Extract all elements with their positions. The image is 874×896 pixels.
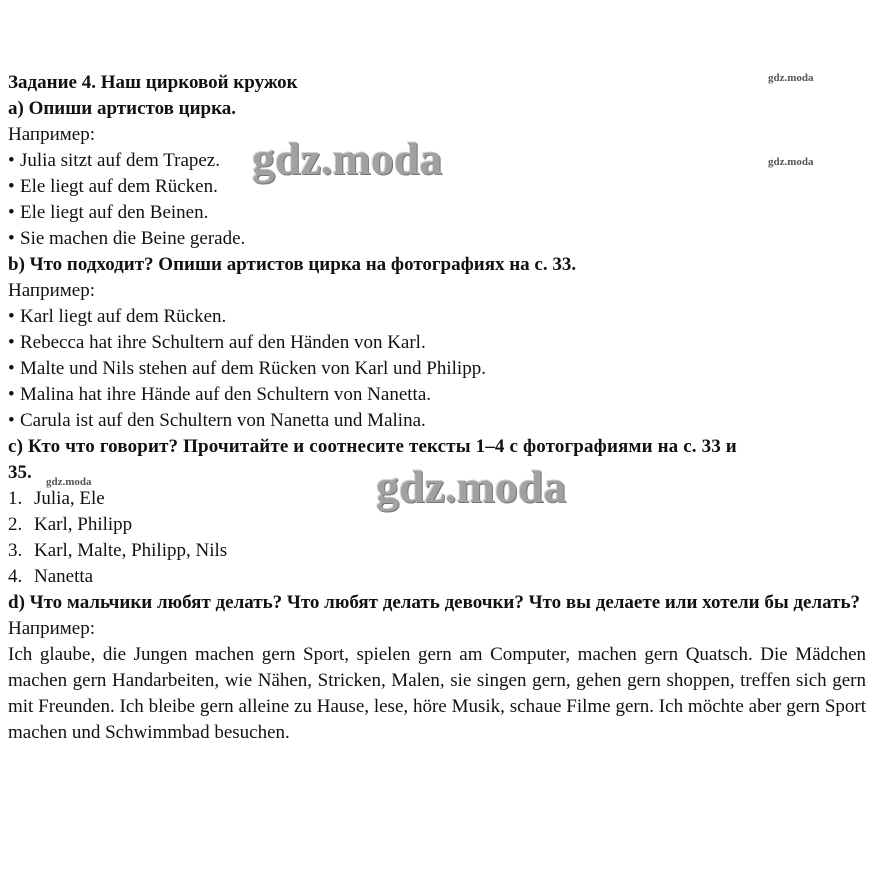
section-a-item: • Ele liegt auf den Beinen. xyxy=(8,200,866,226)
section-b-item: • Carula ist auf den Schultern von Nanetta und Malina. xyxy=(8,408,866,434)
section-d-paragraph: Ich glaube, die Jungen machen gern Sport, spielen gern am Computer, machen gern Quatsch. Die Mädchen machen gern Handarbeiten, wie Nähen, Stricken, Malen, sie singen gern, gehen gern shoppen, treffen sich gern mit Freunden. Ich bleibe gern alleine zu Hause, lese, höre Musik, schaue Filme gern. Ich möchte aber gern Sport machen und Schwimmbad besuchen. xyxy=(8,644,866,743)
section-c-heading-line1: с) Кто что говорит? Прочитайте и соотнесите тексты 1–4 с фотографиями на с. 33 и xyxy=(8,436,737,457)
item-number: 2. xyxy=(8,514,23,535)
section-d-heading: d) Что мальчики любят делать? Что любят делать девочки? Что вы делаете или хотели бы делать? xyxy=(8,592,861,613)
section-a-heading: а) Опиши артистов цирка. xyxy=(8,98,237,119)
section-b-item: • Malina hat ihre Hände auf den Schultern von Nanetta. xyxy=(8,382,866,408)
item-text: Karl, Malte, Philipp, Nils xyxy=(34,540,228,561)
section-b-item: • Malte und Nils stehen auf dem Rücken von Karl und Philipp. xyxy=(8,356,866,382)
watermark-small: gdz.moda xyxy=(768,72,814,84)
item-text: Nanetta xyxy=(34,566,94,587)
section-c-heading-line2: 35. xyxy=(8,462,32,483)
task-title: Задание 4. Наш цирковой кружок xyxy=(8,72,298,93)
section-c-item xyxy=(8,538,866,564)
section-c-item xyxy=(8,512,866,538)
watermark-small: gdz.moda xyxy=(768,156,814,168)
section-d-example-label: Например: xyxy=(8,618,95,639)
section-b-item: • Karl liegt auf dem Rücken. xyxy=(8,304,866,330)
section-a-item: • Sie machen die Beine gerade. xyxy=(8,226,866,252)
section-a-item: • Julia sitzt auf dem Trapez. xyxy=(8,148,866,174)
section-a-item: • Ele liegt auf dem Rücken. xyxy=(8,174,866,200)
item-text: Julia, Ele xyxy=(34,488,105,509)
item-number: 3. xyxy=(8,540,23,561)
item-text: Karl, Philipp xyxy=(34,514,133,535)
section-a-example-label: Например: xyxy=(8,124,95,145)
watermark-large: gdz.moda xyxy=(376,461,567,512)
section-b-example-label: Например: xyxy=(8,280,95,301)
item-number: 1. xyxy=(8,488,23,509)
section-c-item xyxy=(8,564,866,590)
section-b-item: • Rebecca hat ihre Schultern auf den Händen von Karl. xyxy=(8,330,866,356)
watermark-small: gdz.moda xyxy=(46,476,92,488)
watermark-large: gdz.moda xyxy=(252,133,443,184)
item-number: 4. xyxy=(8,566,23,587)
section-b-heading: b) Что подходит? Опиши артистов цирка на фотографиях на с. 33. xyxy=(8,254,577,275)
